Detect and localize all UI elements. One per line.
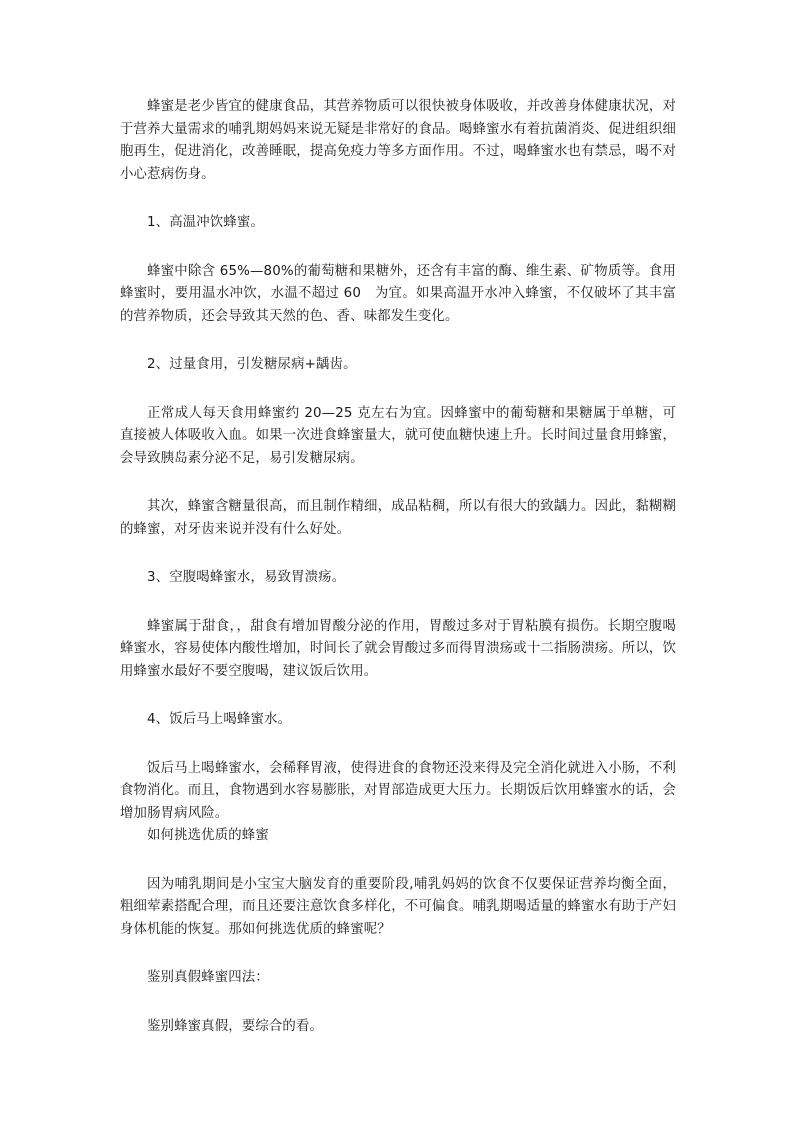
section-heading-3: 3、空腹喝蜂蜜水，易致胃溃疡。	[147, 570, 346, 585]
section-paragraph-1: 蜂蜜中除含 65%—80%的葡萄糖和果糖外，还含有丰富的酶、维生素、矿物质等。食用蜂蜜时，要用温水冲饮，水温不超过 60 为宜。如果高温开水冲入蜂蜜，不仅破坏了其丰富的营养物质，还会导致其天然的色、香、味都发生变化。	[120, 263, 676, 324]
section-heading-1: 1、高温冲饮蜂蜜。	[147, 215, 264, 230]
section-paragraph-2a: 正常成人每天食用蜂蜜约 20—25 克左右为宜。因蜂蜜中的葡萄糖和果糖属于单糖，可直接被人体吸收入血。如果一次进食蜂蜜量大，就可使血糖快速上升。长时间过量食用蜂蜜，会导致胰岛素分泌不足，易引发糖尿病。	[120, 405, 676, 466]
section-heading-5: 如何挑选优质的蜂蜜	[147, 828, 269, 843]
document-body	[120, 96, 676, 1038]
section-paragraph-6: 鉴别蜂蜜真假，要综合的看。	[147, 1018, 324, 1034]
section-heading-6: 鉴别真假蜂蜜四法：	[147, 970, 269, 985]
section-paragraph-2b: 其次，蜂蜜含糖量很高，而且制作精细，成品粘稠，所以有很大的致龋力。因此，黏糊糊的蜂蜜，对牙齿来说并没有什么好处。	[120, 499, 676, 537]
intro-paragraph: 蜂蜜是老少皆宜的健康食品，其营养物质可以很快被身体吸收，并改善身体健康状况，对于营养大量需求的哺乳期妈妈来说无疑是非常好的食品。喝蜂蜜水有着抗菌消炎、促进组织细胞再生，促进消化，改善睡眠，提高免疫力等多方面作用。不过，喝蜂蜜水也有禁忌，喝不对小心惹病伤身。	[120, 99, 676, 182]
section-heading-2: 2、过量食用，引发糖尿病+龋齿。	[147, 357, 357, 372]
section-paragraph-5: 因为哺乳期间是小宝宝大脑发育的重要阶段,哺乳妈妈的饮食不仅要保证营养均衡全面，粗细荤素搭配合理，而且还要注意饮食多样化，不可偏食。哺乳期喝适量的蜂蜜水有助于产妇身体机能的恢复。那如何挑选优质的蜂蜜呢？	[120, 876, 676, 937]
section-paragraph-3: 蜂蜜属于甜食，，甜食有增加胃酸分泌的作用，胃酸过多对于胃粘膜有损伤。长期空腹喝蜂蜜水，容易使体内酸性增加，时间长了就会胃酸过多而得胃溃疡或十二指肠溃疡。所以，饮用蜂蜜水最好不要空腹喝，建议饭后饮用。	[120, 618, 676, 679]
section-heading-4: 4、饭后马上喝蜂蜜水。	[147, 712, 292, 727]
section-paragraph-4: 饭后马上喝蜂蜜水，会稀释胃液，使得进食的食物还没来得及完全消化就进入小肠，不利食物消化。而且，食物遇到水容易膨胀，对胃部造成更大压力。长期饭后饮用蜂蜜水的话，会增加肠胃病风险。	[120, 760, 676, 821]
